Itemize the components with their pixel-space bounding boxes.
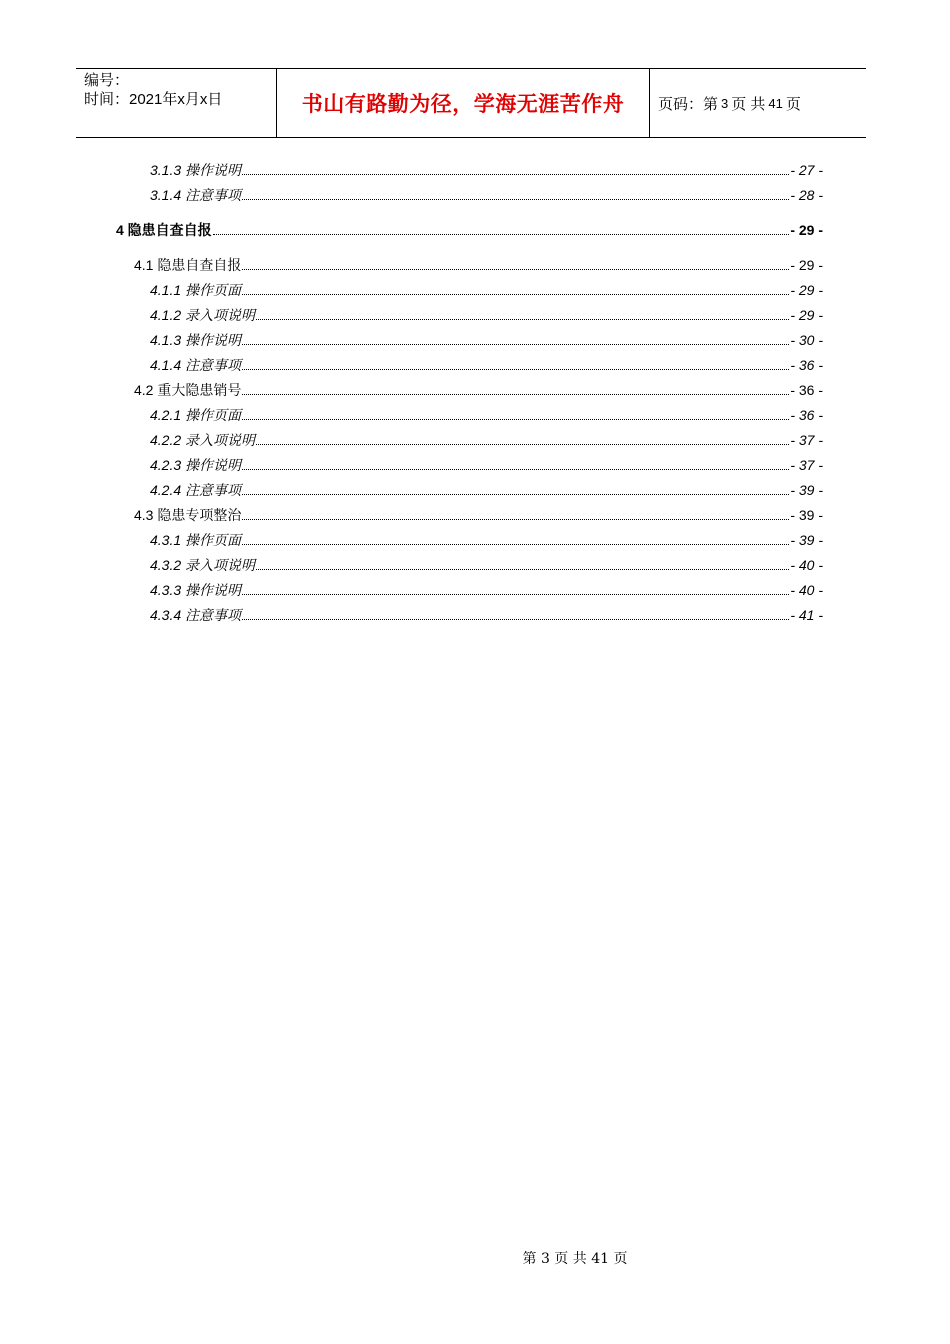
toc-leader-dots bbox=[242, 580, 789, 595]
toc-entry-label: 4.3.2 录入项说明 bbox=[150, 557, 256, 573]
toc-leader-dots bbox=[242, 530, 789, 545]
toc-entry-page: - 39 - bbox=[790, 532, 823, 548]
header-page-cell bbox=[650, 69, 866, 137]
toc-entry[interactable] bbox=[150, 430, 823, 450]
toc-entry-label: 4.1.1 操作页面 bbox=[150, 282, 242, 298]
toc-leader-dots bbox=[242, 405, 789, 420]
toc-entry-page: - 41 - bbox=[790, 607, 823, 623]
page-footer: 第 3 页 共 41 页 bbox=[522, 1251, 628, 1267]
toc-entry-label: 4.2.1 操作页面 bbox=[150, 407, 242, 423]
toc-entry[interactable] bbox=[134, 380, 823, 400]
toc-entry[interactable] bbox=[116, 220, 823, 240]
header-motto-cell bbox=[276, 69, 650, 137]
toc-entry[interactable] bbox=[150, 160, 823, 180]
page-prefix: 页码：第 bbox=[658, 95, 719, 113]
toc-leader-dots bbox=[242, 355, 789, 370]
toc-entry[interactable] bbox=[150, 185, 823, 205]
toc-entry-page: - 29 - bbox=[790, 222, 823, 238]
toc-entry-page: - 37 - bbox=[790, 432, 823, 448]
toc-entry-label: 4.2.4 注意事项 bbox=[150, 482, 242, 498]
toc-leader-dots bbox=[256, 555, 789, 570]
toc-leader-dots bbox=[256, 430, 789, 445]
toc-entry[interactable] bbox=[150, 455, 823, 475]
header-info-cell bbox=[76, 69, 276, 137]
toc-entry-page: - 29 - bbox=[790, 282, 823, 298]
toc-leader-dots bbox=[242, 160, 789, 175]
toc-entry-label: 4.2 重大隐患销号 bbox=[134, 382, 242, 398]
toc-entry-label: 4.1.4 注意事项 bbox=[150, 357, 242, 373]
toc-leader-dots bbox=[213, 220, 790, 235]
toc-entry-label: 3.1.3 操作说明 bbox=[150, 162, 242, 178]
toc-entry-page: - 29 - bbox=[790, 307, 823, 323]
toc-entry-label: 4.1.3 操作说明 bbox=[150, 332, 242, 348]
toc-entry-label: 4.1.2 录入项说明 bbox=[150, 307, 256, 323]
toc-entry[interactable] bbox=[150, 405, 823, 425]
toc-leader-dots bbox=[242, 605, 789, 620]
toc-entry[interactable] bbox=[150, 330, 823, 350]
toc-entry[interactable] bbox=[150, 555, 823, 575]
toc-entry-label: 4.2.2 录入项说明 bbox=[150, 432, 256, 448]
toc-leader-dots bbox=[242, 455, 789, 470]
toc-entry-page: - 27 - bbox=[790, 162, 823, 178]
page-mid: 页 共 bbox=[731, 95, 766, 113]
toc-entry-label: 4 隐患自查自报 bbox=[116, 222, 212, 238]
time-label: 时间：2021年x月x日 bbox=[84, 91, 223, 108]
toc-entry-page: - 40 - bbox=[790, 582, 823, 598]
toc-entry[interactable] bbox=[150, 530, 823, 550]
toc-entry[interactable] bbox=[150, 480, 823, 500]
toc-entry-page: - 29 - bbox=[790, 257, 823, 273]
page-current: 3 bbox=[721, 95, 729, 111]
toc-entry[interactable] bbox=[150, 605, 823, 625]
number-label: 编号： bbox=[84, 72, 130, 89]
toc-entry[interactable] bbox=[150, 280, 823, 300]
toc-leader-dots bbox=[242, 185, 789, 200]
toc-entry-label: 3.1.4 注意事项 bbox=[150, 187, 242, 203]
page-header bbox=[76, 68, 866, 138]
toc-entry[interactable] bbox=[150, 580, 823, 600]
toc-entry-label: 4.1 隐患自查自报 bbox=[134, 257, 242, 273]
toc-leader-dots bbox=[242, 280, 789, 295]
toc-leader-dots bbox=[242, 380, 789, 395]
toc-entry-label: 4.3.4 注意事项 bbox=[150, 607, 242, 623]
toc-leader-dots bbox=[242, 480, 789, 495]
toc-entry-page: - 30 - bbox=[790, 332, 823, 348]
toc-entry-label: 4.3 隐患专项整治 bbox=[134, 507, 242, 523]
page-total: 41 bbox=[768, 95, 783, 111]
toc-entry-page: - 28 - bbox=[790, 187, 823, 203]
toc-entry[interactable] bbox=[134, 505, 823, 525]
toc-entry-page: - 36 - bbox=[790, 407, 823, 423]
motto-text: 书山有路勤为径，学海无涯苦作舟 bbox=[301, 91, 625, 116]
toc-entry-page: - 37 - bbox=[790, 457, 823, 473]
page-suffix: 页 bbox=[785, 95, 801, 113]
toc-leader-dots bbox=[242, 505, 789, 520]
toc-entry-label: 4.3.1 操作页面 bbox=[150, 532, 242, 548]
toc-leader-dots bbox=[242, 330, 789, 345]
toc-entry-page: - 39 - bbox=[790, 507, 823, 523]
toc-entry[interactable] bbox=[150, 355, 823, 375]
toc-leader-dots bbox=[242, 255, 789, 270]
toc-entry-page: - 36 - bbox=[790, 357, 823, 373]
toc-entry-page: - 36 - bbox=[790, 382, 823, 398]
toc-leader-dots bbox=[256, 305, 789, 320]
toc-entry-label: 4.2.3 操作说明 bbox=[150, 457, 242, 473]
toc-entry-label: 4.3.3 操作说明 bbox=[150, 582, 242, 598]
toc-entry-page: - 40 - bbox=[790, 557, 823, 573]
toc-entry[interactable] bbox=[134, 255, 823, 275]
toc-entry-page: - 39 - bbox=[790, 482, 823, 498]
toc-entry[interactable] bbox=[150, 305, 823, 325]
